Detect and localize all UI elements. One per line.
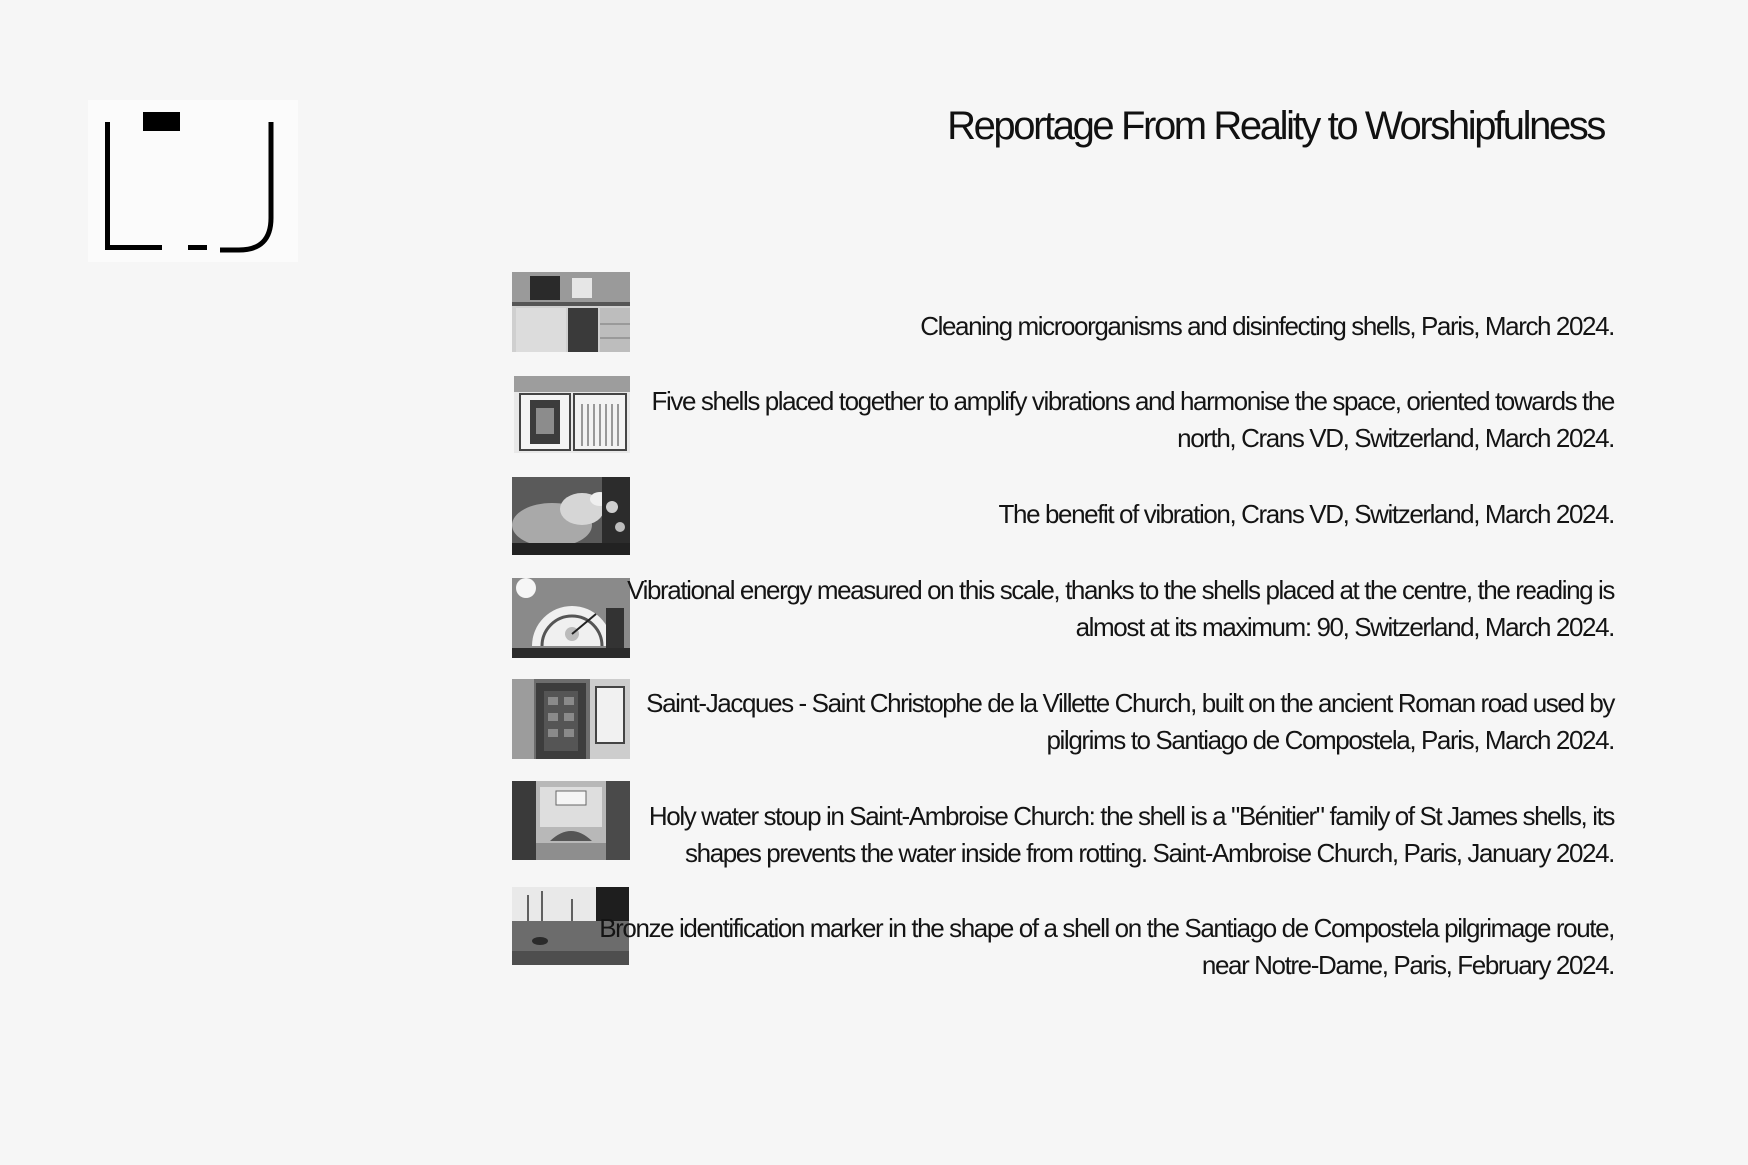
caption-4: Vibrational energy measured on this scale, thanks to the shells placed at the centre, the reading is almost at its maximum: 90, Switzerland, March 2024. — [627, 575, 1614, 642]
caption-3: The benefit of vibration, Crans VD, Switzerland, March 2024. — [998, 499, 1614, 529]
caption-5: Saint-Jacques - Saint Christophe de la Villette Church, built on the ancient Roman road used by pilgrims to Santiago de Compostela, Paris, March 2024. — [646, 688, 1614, 755]
caption-6: Holy water stoup in Saint-Ambroise Church: the shell is a "Bénitier" family of St James shells, its shapes prevents the water inside from rotting. Saint-Ambroise Church, Paris, January 2024. — [648, 801, 1614, 868]
caption-2: Five shells placed together to amplify vibrations and harmonise the space, oriented towards the north, Crans VD, Switzerland, March 2024. — [651, 386, 1614, 453]
caption-1: Cleaning microorganisms and disinfecting shells, Paris, March 2024. — [920, 311, 1614, 341]
caption-7: Bronze identification marker in the shape of a shell on the Santiago de Compostela pilgrimage route, near Notre-Dame, Paris, February 2024. — [599, 913, 1614, 980]
page-title: Reportage From Reality to Worshipfulness — [947, 104, 1604, 148]
